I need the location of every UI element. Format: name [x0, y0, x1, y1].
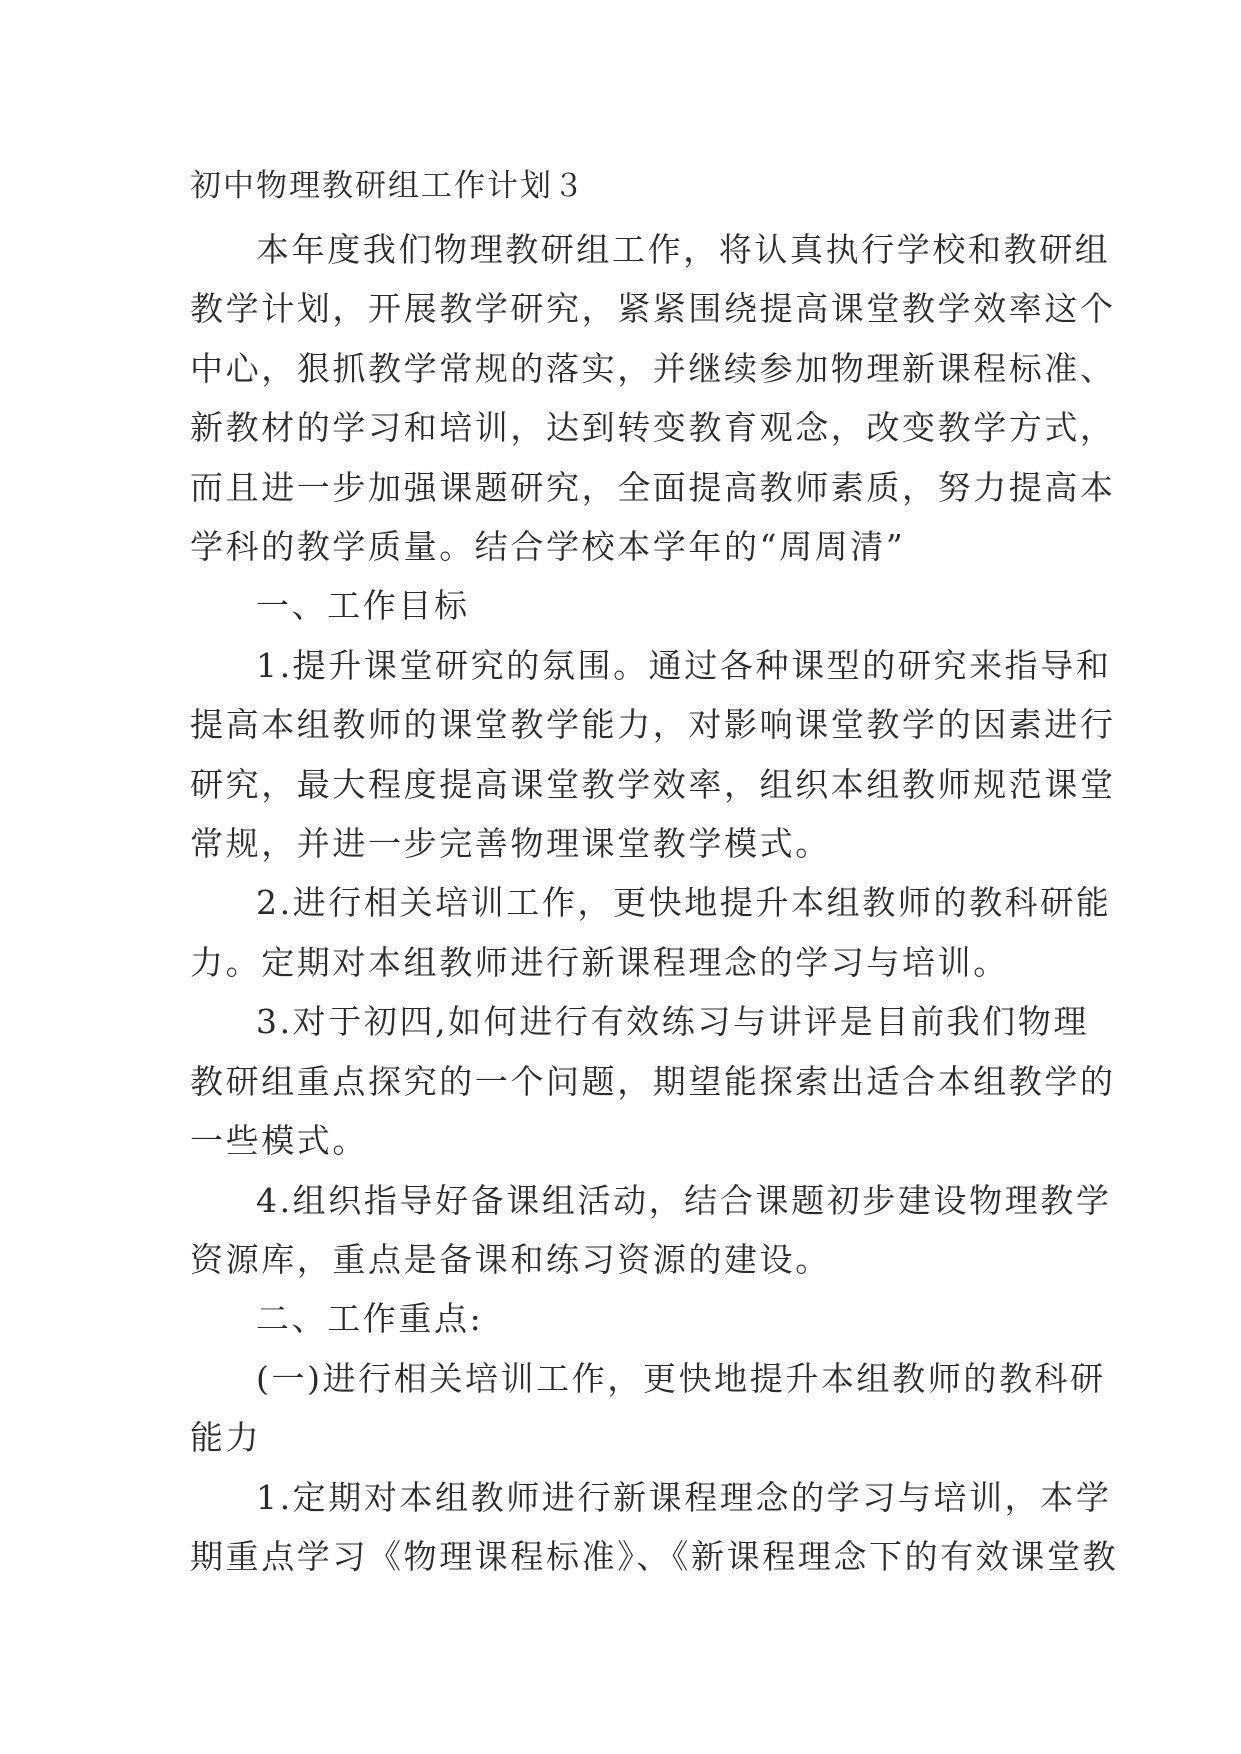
- text-line: 期重点学习《物理课程标准》、《新课程理念下的有效课堂教: [190, 1536, 1119, 1576]
- text-line: 一、工作目标: [256, 586, 470, 626]
- text-line: 2.进行相关培训工作，更快地提升本组教师的教科研能: [256, 883, 1112, 923]
- text-line: 而且进一步加强课题研究，全面提高教师素质，努力提高本: [190, 467, 1116, 507]
- text-line: 提高本组教师的课堂教学能力，对影响课堂教学的因素进行: [190, 705, 1116, 745]
- text-line: 能力: [190, 1418, 262, 1458]
- section-heading-focus: [190, 1289, 1070, 1348]
- text-line: (一)进行相关培训工作，更快地提升本组教师的教科研: [256, 1358, 1106, 1398]
- text-line: 力。定期对本组教师进行新课程理念的学习与培训。: [190, 942, 1009, 982]
- paragraph-goal-3: [190, 992, 1116, 1170]
- text-line: 中心，狠抓教学常规的落实，并继续参加物理新课程标准、: [190, 348, 1116, 388]
- text-line: 二、工作重点:: [256, 1299, 484, 1339]
- text-line: 教研组重点探究的一个问题，期望能探索出适合本组教学的: [190, 1061, 1116, 1101]
- paragraph-training-1: [190, 1468, 1119, 1587]
- text-line: 1.提升课堂研究的氛围。通过各种课型的研究来指导和: [256, 645, 1112, 685]
- paragraph-goal-4: [190, 1171, 1112, 1290]
- text-line: 一些模式。: [190, 1121, 368, 1161]
- text-line: 常规，并进一步完善物理课堂教学模式。: [190, 824, 831, 864]
- paragraph-intro: [190, 220, 1116, 576]
- text-line: 4.组织指导好备课组活动，结合课题初步建设物理教学: [256, 1180, 1112, 1220]
- text-line: 本年度我们物理教研组工作，将认真执行学校和教研组: [256, 230, 1111, 269]
- text-line: 3.对于初四,如何进行有效练习与讲评是目前我们物理: [256, 1002, 1089, 1042]
- subsection-heading-training: [190, 1349, 1106, 1468]
- paragraph-goal-2: [190, 873, 1112, 992]
- text-line: 1.定期对本组教师进行新课程理念的学习与培训，本学: [256, 1477, 1112, 1517]
- text-line: 新教材的学习和培训，达到转变教育观念，改变教学方式，: [190, 408, 1116, 448]
- text-line: 研究，最大程度提高课堂教学效率，组织本组教师规范课堂: [190, 764, 1116, 804]
- text-line: 资源库，重点是备课和练习资源的建设。: [190, 1239, 831, 1279]
- document-body: [190, 220, 1119, 1586]
- text-line: 教学计划，开展教学研究，紧紧围绕提高课堂教学效率这个: [190, 289, 1116, 329]
- section-heading-goals: [190, 576, 1070, 635]
- text-line: 学科的教学质量。结合学校本学年的“周周清”: [190, 527, 906, 567]
- paragraph-goal-1: [190, 636, 1116, 874]
- document-title: 初中物理教研组工作计划３: [190, 168, 586, 204]
